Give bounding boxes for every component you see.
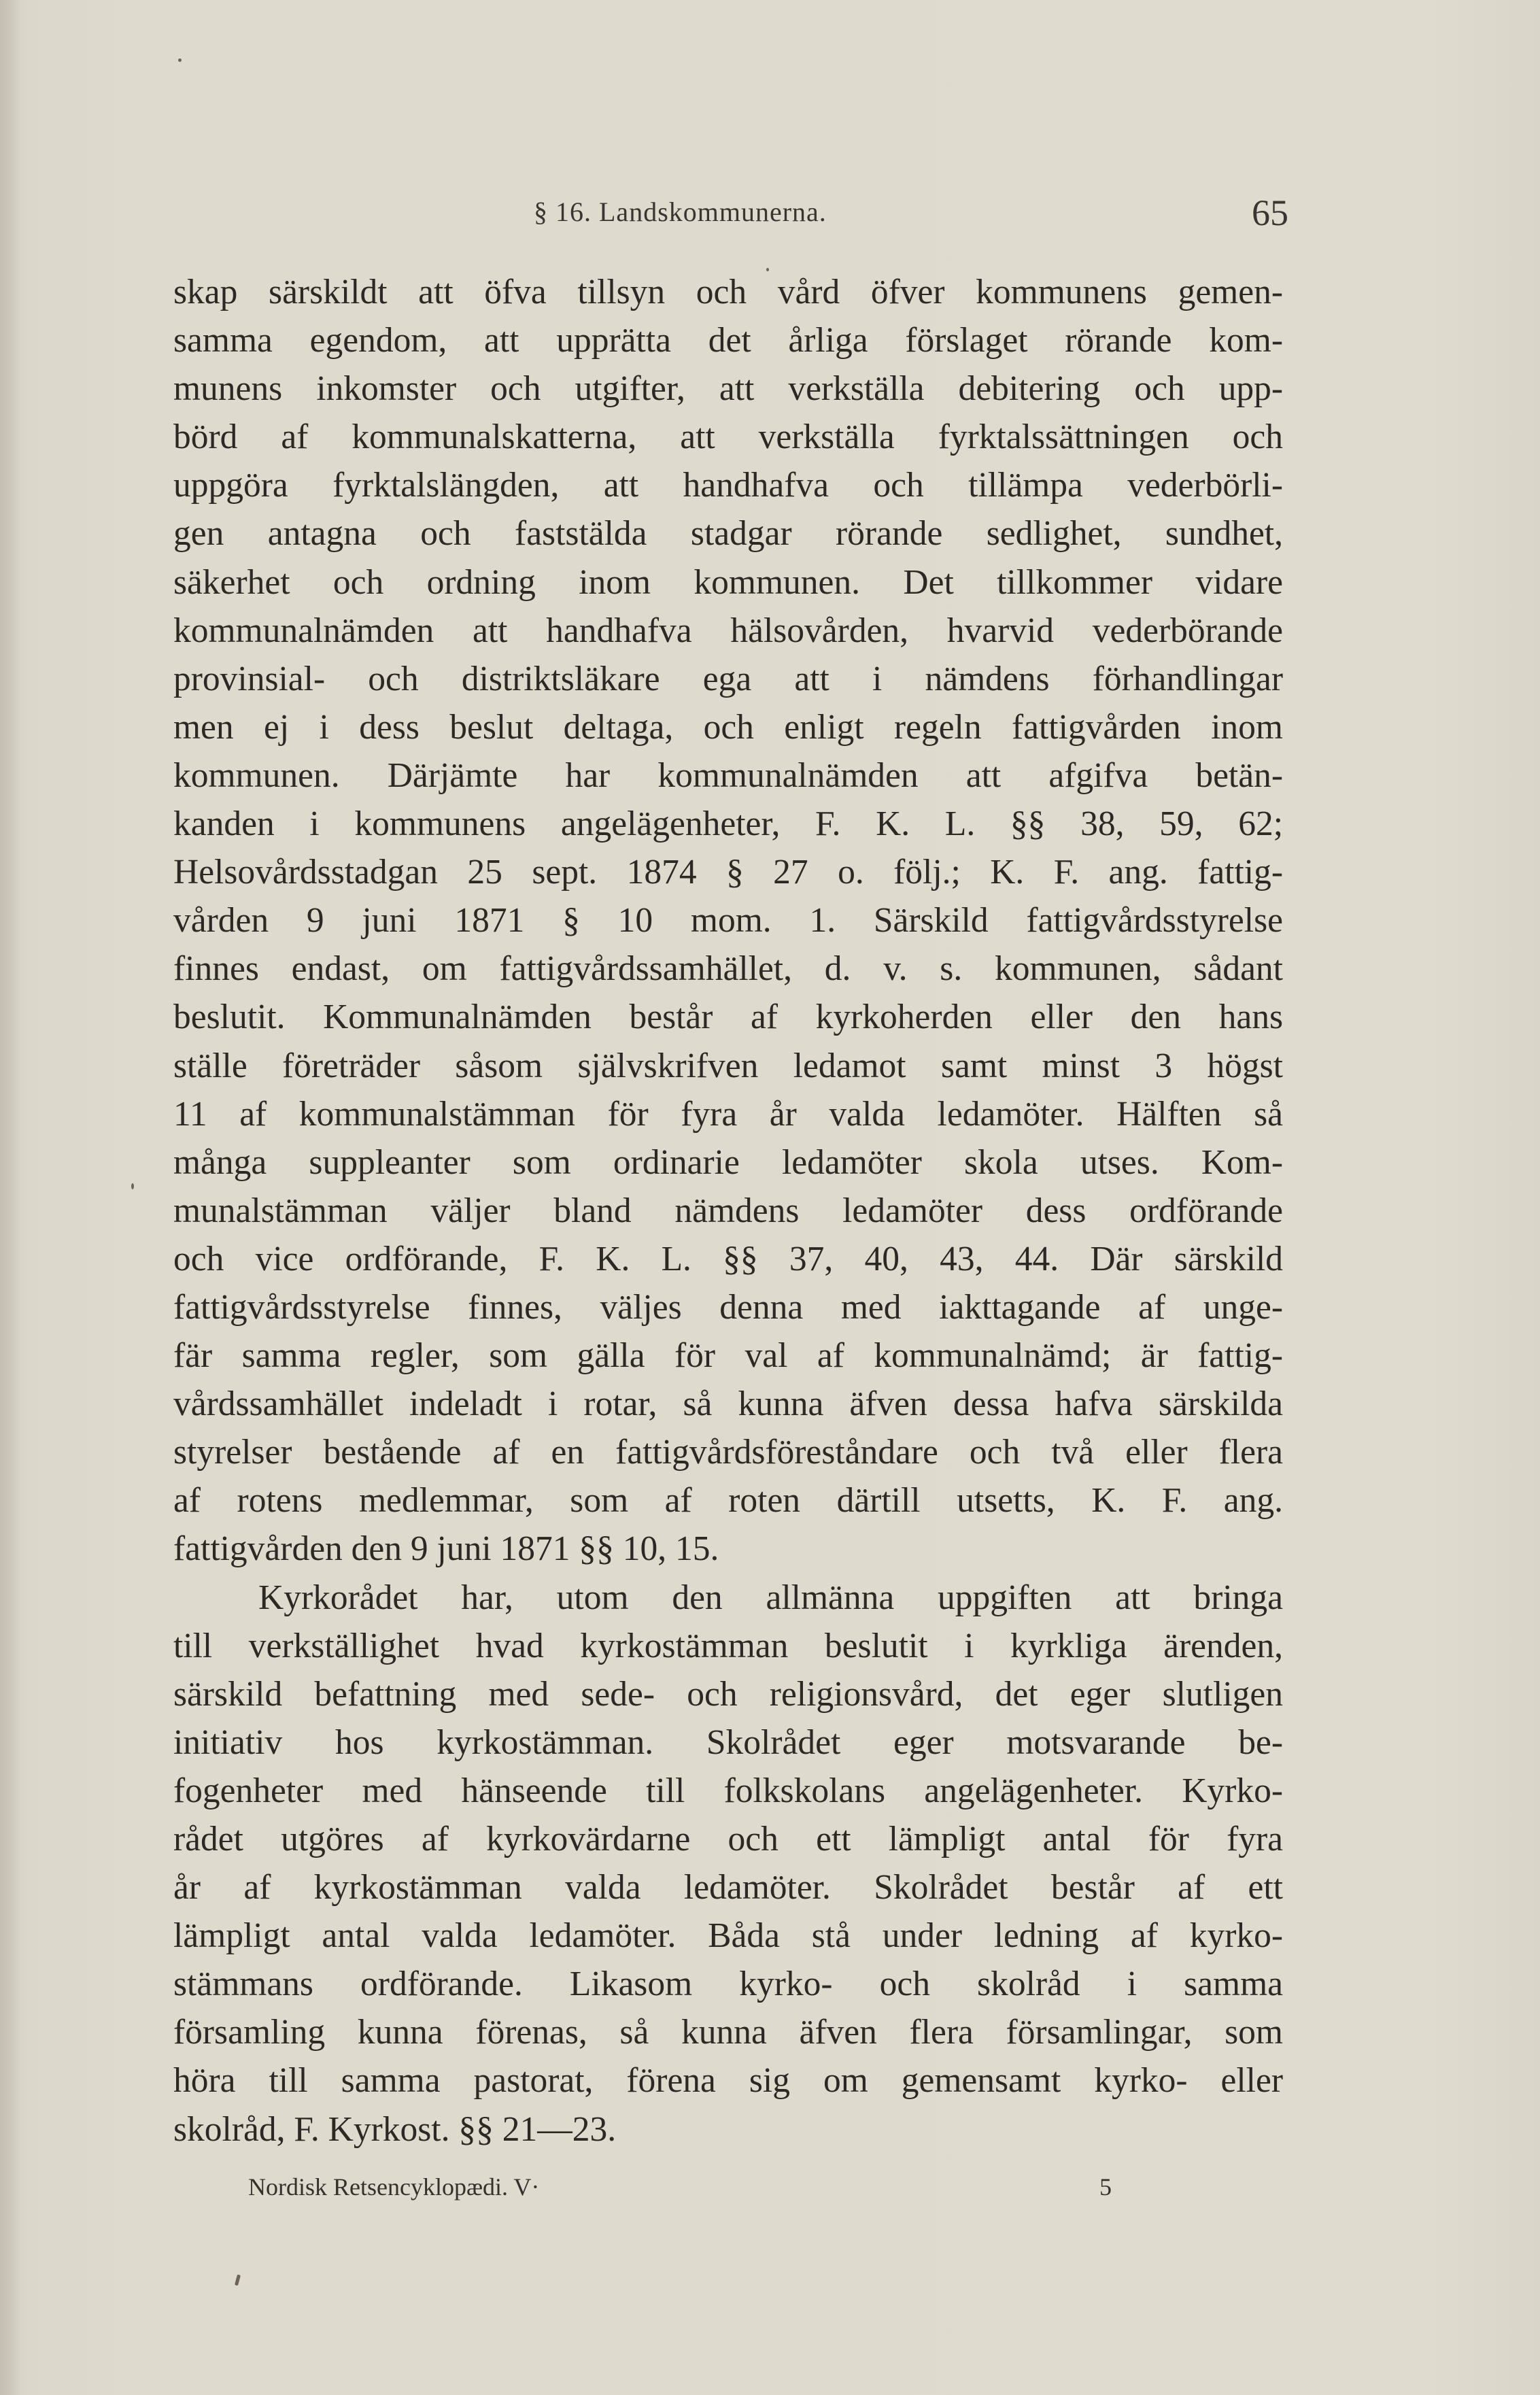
ink-speck [766, 268, 769, 271]
text-line: Helsovårdsstadgan 25 sept. 1874 § 27 o. följ.; K. F. ang. fattig- [173, 853, 1283, 892]
running-head [173, 192, 1288, 243]
text-line: till verkställighet hvad kyrkostämman beslutit i kyrkliga ärenden, [173, 1626, 1283, 1665]
page-footer [248, 2173, 1112, 2213]
text-line: provinsial- och distriktsläkare ega att i nämdens förhandlingar [173, 659, 1283, 698]
text-line: stämmans ordförande. Likasom kyrko- och skolråd i samma [173, 1965, 1283, 2004]
text-line: vårdssamhället indeladt i rotar, så kunna äfven dessa hafva särskilda [173, 1385, 1283, 1424]
footer-sheet-number: 5 [1099, 2173, 1112, 2201]
ink-speck [131, 1183, 134, 1189]
text-line: initiativ hos kyrkostämman. Skolrådet eger motsvarande be- [173, 1722, 1283, 1762]
body-text [173, 268, 1283, 2154]
footer-signature: Nordisk Retsencyklopædi. V· [248, 2173, 540, 2201]
text-line: och vice ordförande, F. K. L. §§ 37, 40, 43, 44. Där särskild [173, 1239, 1283, 1278]
text-line: säkerhet och ordning inom kommunen. Det tillkommer vidare [173, 562, 1283, 602]
text-line: samma egendom, att upprätta det årliga förslaget rörande kom- [173, 321, 1283, 360]
ink-speck [178, 58, 182, 62]
text-line: skap särskildt att öfva tillsyn och vård öfver kommunens gemen- [173, 273, 1283, 311]
page-gutter-shadow [0, 0, 20, 2395]
text-line: kommunen. Därjämte har kommunalnämden att afgifva betän- [173, 755, 1283, 795]
text-line: uppgöra fyrktalslängden, att handhafva och tillämpa vederbörli- [173, 466, 1283, 505]
page-number: 65 [1252, 192, 1288, 233]
text-line: rådet utgöres af kyrkovärdarne och ett lämpligt antal för fyra [173, 1820, 1283, 1858]
text-line: kanden i kommunens angelägenheter, F. K. L. §§ 38, 59, 62; [173, 804, 1283, 844]
text-line: 11 af kommunalstämman för fyra år valda ledamöter. Hälften så [173, 1094, 1283, 1134]
text-line: styrelser bestående af en fattigvårdsföreståndare och två eller flera [173, 1433, 1283, 1472]
text-line: munens inkomster och utgifter, att verkställa debitering och upp- [173, 369, 1283, 409]
text-line: särskild befattning med sede- och religionsvård, det eger slutligen [173, 1674, 1283, 1714]
text-line: beslutit. Kommunalnämden består af kyrkoherden eller den hans [173, 998, 1283, 1037]
text-line: Kyrkorådet har, utom den allmänna uppgiften att bringa [258, 1578, 1283, 1617]
text-line: fogenheter med hänseende till folkskolans angelägenheter. Kyrko- [173, 1771, 1283, 1810]
text-line: fattigvården den 9 juni 1871 §§ 10, 15. [173, 1529, 719, 1569]
text-line: gen antagna och faststälda stadgar rörande sedlighet, sundhet, [173, 514, 1283, 554]
text-line: höra till samma pastorat, förena sig om gemensamt kyrko- eller [173, 2061, 1283, 2101]
text-line: ställe företräder såsom självskrifven ledamot samt minst 3 högst [173, 1046, 1283, 1085]
text-line: församling kunna förenas, så kunna äfven flera församlingar, som [173, 2013, 1283, 2052]
text-line: lämpligt antal valda ledamöter. Båda stå under ledning af kyrko- [173, 1916, 1283, 1956]
text-line: börd af kommunalskatterna, att verkställa fyrktalssättningen och [173, 418, 1283, 457]
text-line: vården 9 juni 1871 § 10 mom. 1. Särskild fattigvårdsstyrelse [173, 901, 1283, 940]
text-line: af rotens medlemmar, som af roten därtill utsetts, K. F. ang. [173, 1481, 1283, 1521]
text-line: fattigvårdsstyrelse finnes, väljes denna med iakttagande af unge- [173, 1287, 1283, 1327]
text-line: många suppleanter som ordinarie ledamöter skola utses. Kom- [173, 1142, 1283, 1182]
text-line: men ej i dess beslut deltaga, och enligt regeln fattigvården inom [173, 707, 1283, 747]
text-line: kommunalnämden att handhafva hälsovården, hvarvid vederbörande [173, 611, 1283, 650]
ink-speck [235, 2275, 241, 2286]
text-line: skolråd, F. Kyrkost. §§ 21—23. [173, 2109, 617, 2149]
text-line: munalstämman väljer bland nämdens ledamöter dess ordförande [173, 1191, 1283, 1230]
running-head-title: § 16. Landskommunerna. [534, 197, 827, 227]
text-line: fär samma regler, som gälla för val af kommunalnämd; är fattig- [173, 1336, 1283, 1376]
text-line: år af kyrkostämman valda ledamöter. Skolrådet består af ett [173, 1868, 1283, 1907]
text-line: finnes endast, om fattigvårdssamhället, d. v. s. kommunen, sådant [173, 949, 1283, 989]
